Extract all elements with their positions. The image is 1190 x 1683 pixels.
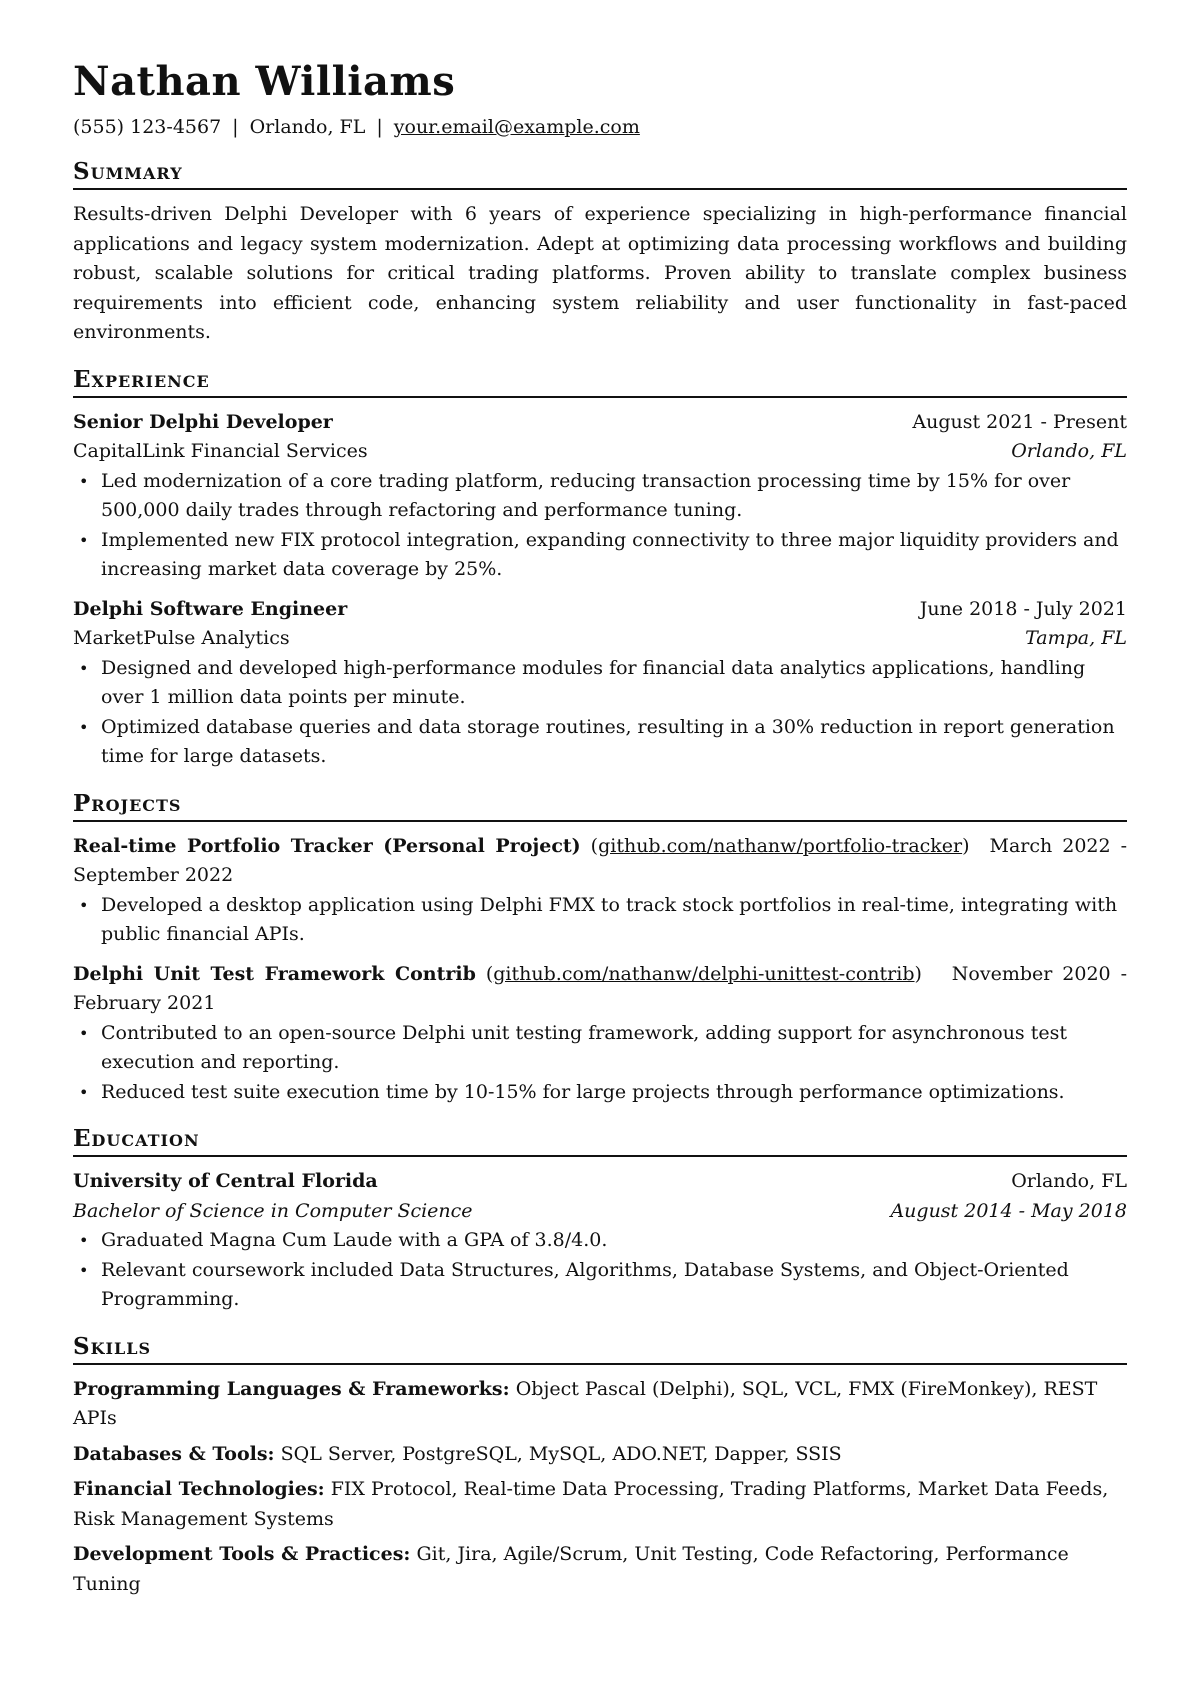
section-title-skills: Skills [73, 1333, 1127, 1365]
summary-section [73, 158, 1127, 348]
school-location: Orlando, FL [1011, 1170, 1127, 1192]
job-location: Orlando, FL [1011, 440, 1127, 462]
skill-label: Financial Technologies: [73, 1478, 325, 1500]
email-link[interactable]: your.email@example.com [393, 116, 640, 138]
project-header: Real-time Portfolio Tracker (Personal Project) (github.com/nathanw/portfolio-tracker) March 2022 - September 2022 [73, 834, 1127, 886]
phone-number: (555) 123-4567 [73, 116, 222, 138]
education-entry [73, 1167, 1127, 1315]
skill-group [73, 1440, 1127, 1470]
section-title-education: Education [73, 1125, 1127, 1157]
summary-text: Results-driven Delphi Developer with 6 years of experience specializing in high-performance financial applications and legacy system modernization. Adept at optimizing data processing workflows and building robust, scalable solutions for critical trading platforms. Proven ability to translate complex business requirements into efficient code, enhancing system reliability and user functionality in fast-paced environments. [73, 203, 1127, 343]
job-dates: August 2021 - Present [912, 410, 1127, 433]
skill-value: Object Pascal (Delphi), SQL, VCL, FMX (FireMonkey), REST APIs [73, 1377, 1098, 1429]
education-section [73, 1125, 1127, 1315]
project-link[interactable]: github.com/nathanw/portfolio-tracker [598, 834, 963, 857]
education-bullets [73, 1226, 1127, 1315]
job-role: Senior Delphi Developer [73, 410, 333, 433]
project-name: Delphi Unit Test Framework Contrib [73, 962, 476, 985]
bullet-item: • Contributed to an open-source Delphi unit testing framework, adding support for asynchronous test execution and reporting. [101, 1019, 1127, 1078]
skill-label: Programming Languages & Frameworks: [73, 1377, 510, 1400]
project-dates: November 2020 - February 2021 [73, 962, 1128, 1014]
degree: Bachelor of Science in Computer Science [73, 1199, 473, 1222]
skill-value: SQL Server, PostgreSQL, MySQL, ADO.NET, Dapper, SSIS [280, 1442, 842, 1465]
education-dates: August 2014 - May 2018 [890, 1199, 1127, 1222]
job-bullets [73, 654, 1127, 772]
skill-group [73, 1475, 1127, 1534]
location: Orlando, FL [249, 116, 366, 138]
skill-group [73, 1540, 1127, 1599]
skill-value: Git, Jira, Agile/Scrum, Unit Testing, Code Refactoring, Performance Tuning [73, 1543, 1069, 1595]
bullet-item: • Implemented new FIX protocol integration, expanding connectivity to three major liquidity providers and increasing market data coverage by 25%. [101, 526, 1127, 585]
contact-separator: | [376, 116, 383, 138]
job-bullets [73, 467, 1127, 585]
job-location: Tampa, FL [1025, 627, 1127, 649]
projects-section [73, 790, 1127, 1108]
job-dates: June 2018 - July 2021 [919, 597, 1127, 620]
skill-value: FIX Protocol, Real-time Data Processing, Trading Platforms, Market Data Feeds, Risk Management Systems [73, 1478, 1109, 1530]
section-title-experience: Experience [73, 366, 1127, 398]
bullet-item: • Relevant coursework included Data Structures, Algorithms, Database Systems, and Object-Oriented Programming. [101, 1256, 1127, 1315]
skill-label: Databases & Tools: [73, 1442, 275, 1465]
job-company: MarketPulse Analytics [73, 627, 290, 649]
project-name: Real-time Portfolio Tracker (Personal Project) [73, 834, 581, 857]
project-link[interactable]: github.com/nathanw/delphi-unittest-contrib [493, 962, 915, 985]
job-entry [73, 408, 1127, 585]
school-name: University of Central Florida [73, 1170, 378, 1192]
job-role: Delphi Software Engineer [73, 597, 348, 620]
skill-group [73, 1375, 1127, 1434]
bullet-item: • Led modernization of a core trading platform, reducing transaction processing time by 15% for over 500,000 daily trades through refactoring and performance tuning. [101, 467, 1127, 526]
experience-section [73, 366, 1127, 772]
bullet-item: • Designed and developed high-performance modules for financial data analytics applications, handling over 1 million data points per minute. [101, 654, 1127, 713]
project-entry [73, 832, 1127, 950]
bullet-item: • Graduated Magna Cum Laude with a GPA of 3.8/4.0. [101, 1226, 1127, 1256]
project-entry [73, 960, 1127, 1108]
candidate-name: Nathan Williams [73, 58, 456, 105]
bullet-item: • Optimized database queries and data storage routines, resulting in a 30% reduction in report generation time for large datasets. [101, 713, 1127, 772]
job-company: CapitalLink Financial Services [73, 440, 368, 462]
project-bullets [73, 1019, 1127, 1108]
project-dates: March 2022 - September 2022 [73, 834, 1127, 886]
job-entry [73, 595, 1127, 772]
project-bullets [73, 891, 1127, 950]
contact-line [73, 114, 1127, 140]
section-title-summary: Summary [73, 158, 1127, 190]
bullet-item: • Developed a desktop application using Delphi FMX to track stock portfolios in real-time, integrating with public financial APIs. [101, 891, 1127, 950]
bullet-item: • Reduced test suite execution time by 10-15% for large projects through performance optimizations. [101, 1078, 1127, 1108]
section-title-projects: Projects [73, 790, 1127, 822]
contact-separator: | [232, 116, 239, 138]
skills-section [73, 1333, 1127, 1600]
skill-label: Development Tools & Practices: [73, 1543, 411, 1565]
project-header: Delphi Unit Test Framework Contrib (github.com/nathanw/delphi-unittest-contrib) November 2020 - February 2021 [73, 962, 1128, 1014]
